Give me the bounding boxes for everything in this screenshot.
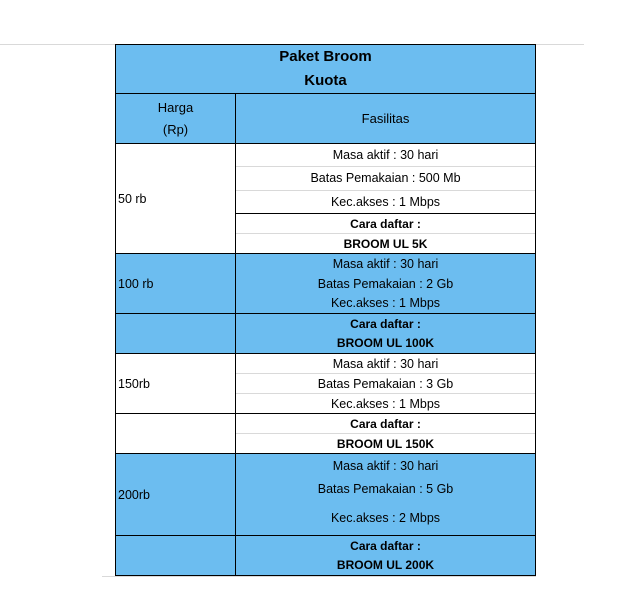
access-speed: Kec.akses : 2 Mbps xyxy=(330,510,441,525)
active-period: Masa aktif : 30 hari xyxy=(332,459,439,473)
header-price xyxy=(115,93,236,144)
usage-limit: Batas Pemakaian : 2 Gb xyxy=(317,276,454,291)
active-period: Masa aktif : 30 hari xyxy=(332,256,439,271)
package-facilities xyxy=(235,253,536,314)
price-value: 200rb xyxy=(118,487,150,502)
header-facilities-label: Fasilitas xyxy=(361,110,410,126)
price-value: 150rb xyxy=(118,376,150,391)
active-period: Masa aktif : 30 hari xyxy=(236,144,535,167)
package-registration xyxy=(235,313,536,354)
title-line-2: Kuota xyxy=(304,72,347,89)
header-price-label: Harga xyxy=(157,99,194,115)
register-code: BROOM UL 200K xyxy=(336,558,435,573)
package-registration xyxy=(235,413,536,454)
usage-limit: Batas Pemakaian : 500 Mb xyxy=(236,167,535,190)
package-facilities xyxy=(235,143,536,214)
register-label: Cara daftar : xyxy=(350,538,421,553)
package-price-blank xyxy=(115,313,236,354)
package-facilities xyxy=(235,453,536,536)
register-code: BROOM UL 150K xyxy=(336,436,435,451)
register-code: BROOM UL 100K xyxy=(336,336,435,351)
package-registration xyxy=(235,535,536,576)
package-registration xyxy=(235,213,536,254)
usage-limit: Batas Pemakaian : 3 Gb xyxy=(236,374,535,394)
register-label: Cara daftar : xyxy=(350,316,421,331)
access-speed: Kec.akses : 1 Mbps xyxy=(330,396,441,411)
package-price xyxy=(115,143,236,254)
price-value: 100 rb xyxy=(118,276,154,291)
table-title xyxy=(115,44,536,94)
register-label: Cara daftar : xyxy=(236,214,535,234)
broom-quota-table xyxy=(115,44,536,576)
price-value: 50 rb xyxy=(118,191,147,206)
usage-limit: Batas Pemakaian : 5 Gb xyxy=(317,482,454,496)
access-speed: Kec.akses : 1 Mbps xyxy=(330,194,441,209)
register-code: BROOM UL 5K xyxy=(343,236,428,251)
active-period: Masa aktif : 30 hari xyxy=(236,354,535,374)
access-speed: Kec.akses : 1 Mbps xyxy=(330,296,441,311)
header-price-unit: (Rp) xyxy=(162,121,189,137)
package-price-blank xyxy=(115,413,236,454)
title-line-1: Paket Broom xyxy=(279,48,372,65)
package-price xyxy=(115,353,236,414)
header-facilities xyxy=(235,93,536,144)
package-price-blank xyxy=(115,535,236,576)
package-price xyxy=(115,453,236,536)
package-price xyxy=(115,253,236,314)
gridline xyxy=(102,576,536,577)
register-label: Cara daftar : xyxy=(236,414,535,434)
package-facilities xyxy=(235,353,536,414)
